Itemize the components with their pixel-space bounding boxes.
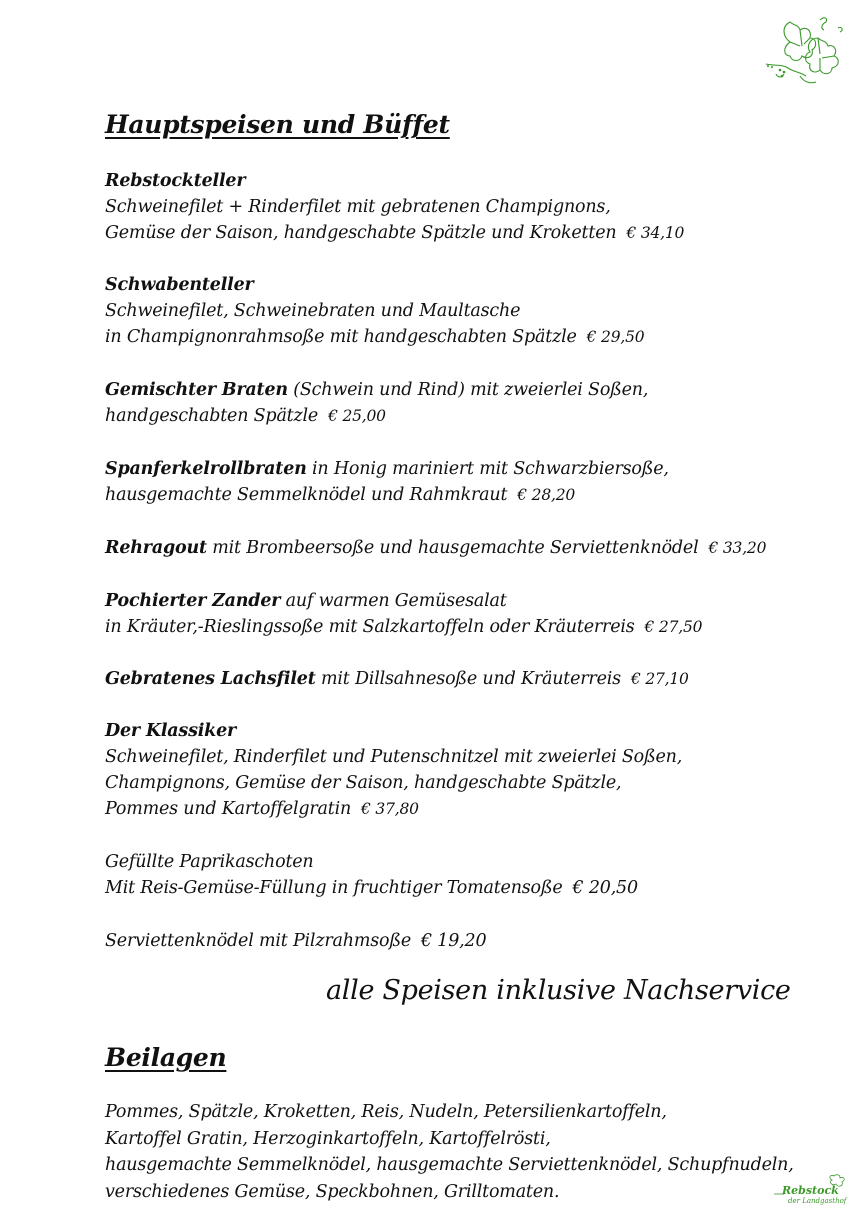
item-description: Champignons, Gemüse der Saison, handgeschabte Spätzle, [105,773,622,793]
item-name: Gemischter Braten [105,380,288,400]
menu-item [105,666,689,692]
service-note: alle Speisen inklusive Nachservice [326,975,791,1006]
menu-item [105,928,486,954]
menu-item [105,718,682,822]
menu-item [105,456,669,508]
item-price: € 25,00 [328,407,386,425]
sides-list [105,1099,794,1205]
item-price: € 28,20 [517,486,576,504]
item-name: Spanferkelrollbraten [105,459,307,479]
item-price: € 29,50 [586,328,645,346]
menu-item [105,588,702,640]
item-price: € 19,20 [420,931,487,951]
item-name: Der Klassiker [105,721,237,741]
item-price: € 20,50 [572,878,638,898]
item-description: Pommes und Kartoffelgratin [105,799,352,819]
sides-line: hausgemachte Semmelknödel, hausgemachte Serviettenknödel, Schupfnudeln, [105,1155,794,1175]
item-description: Schweinefilet + Rinderfilet mit gebratenen Champignons, [105,197,611,217]
item-description: in Champignonrahmsoße mit handgeschabten Spätzle [105,327,577,347]
item-description: Schweinefilet, Rinderfilet und Putenschnitzel mit zweierlei Soßen, [105,747,683,767]
menu-item [105,272,644,350]
menu-item [105,849,638,901]
item-price: € 37,80 [361,800,419,818]
logo-tagline: der Landgasthof [788,1197,847,1205]
item-description: mit Dillsahnesoße und Kräuterreis [315,669,621,689]
menu-item [105,168,684,246]
item-name: Pochierter Zander [105,591,281,611]
menu-item [105,377,648,429]
item-name: Rebstockteller [105,171,246,191]
item-price: € 33,20 [708,539,767,557]
item-description: Gemüse der Saison, handgeschabte Spätzle und Kroketten [105,223,617,243]
item-name: Serviettenknödel mit Pilzrahmsoße [105,931,411,951]
vine-leaf-logo-icon [760,12,850,96]
item-price: € 27,10 [630,670,689,688]
item-description: in Honig mariniert mit Schwarzbiersoße, [306,459,669,479]
item-price: € 27,50 [644,618,703,636]
item-description: (Schwein und Rind) mit zweierlei Soßen, [287,380,649,400]
sides-line: verschiedenes Gemüse, Speckbohnen, Grilltomaten. [105,1181,560,1202]
item-description: mit Brombeersoße und hausgemachte Serviettenknödel [206,538,699,558]
item-description: Schweinefilet, Schweinebraten und Maultasche [105,301,521,321]
item-name: Rehragout [105,538,207,558]
item-name: Schwabenteller [105,275,254,295]
main-heading: Hauptspeisen und Büffet [105,110,450,139]
item-price: € 34,10 [626,224,685,242]
item-description: Mit Reis-Gemüse-Füllung in fruchtiger Tomatensoße [105,878,563,898]
item-description: in Kräuter,-Rieslingssoße mit Salzkartoffeln oder Kräuterreis [105,617,635,637]
item-description: handgeschabten Spätzle [105,406,319,426]
rebstock-logo [770,1172,850,1208]
sides-heading: Beilagen [105,1043,227,1072]
item-name: Gebratenes Lachsfilet [105,669,316,689]
sides-line: Pommes, Spätzle, Kroketten, Reis, Nudeln, Petersilienkartoffeln, [105,1102,667,1122]
item-name: Gefüllte Paprikaschoten [105,852,314,872]
logo-brand: Rebstock [782,1184,839,1197]
sides-line: Kartoffel Gratin, Herzoginkartoffeln, Kartoffelrösti, [105,1128,551,1149]
menu-item [105,535,766,561]
item-description: auf warmen Gemüsesalat [280,591,507,611]
item-description: hausgemachte Semmelknödel und Rahmkraut [105,485,508,505]
